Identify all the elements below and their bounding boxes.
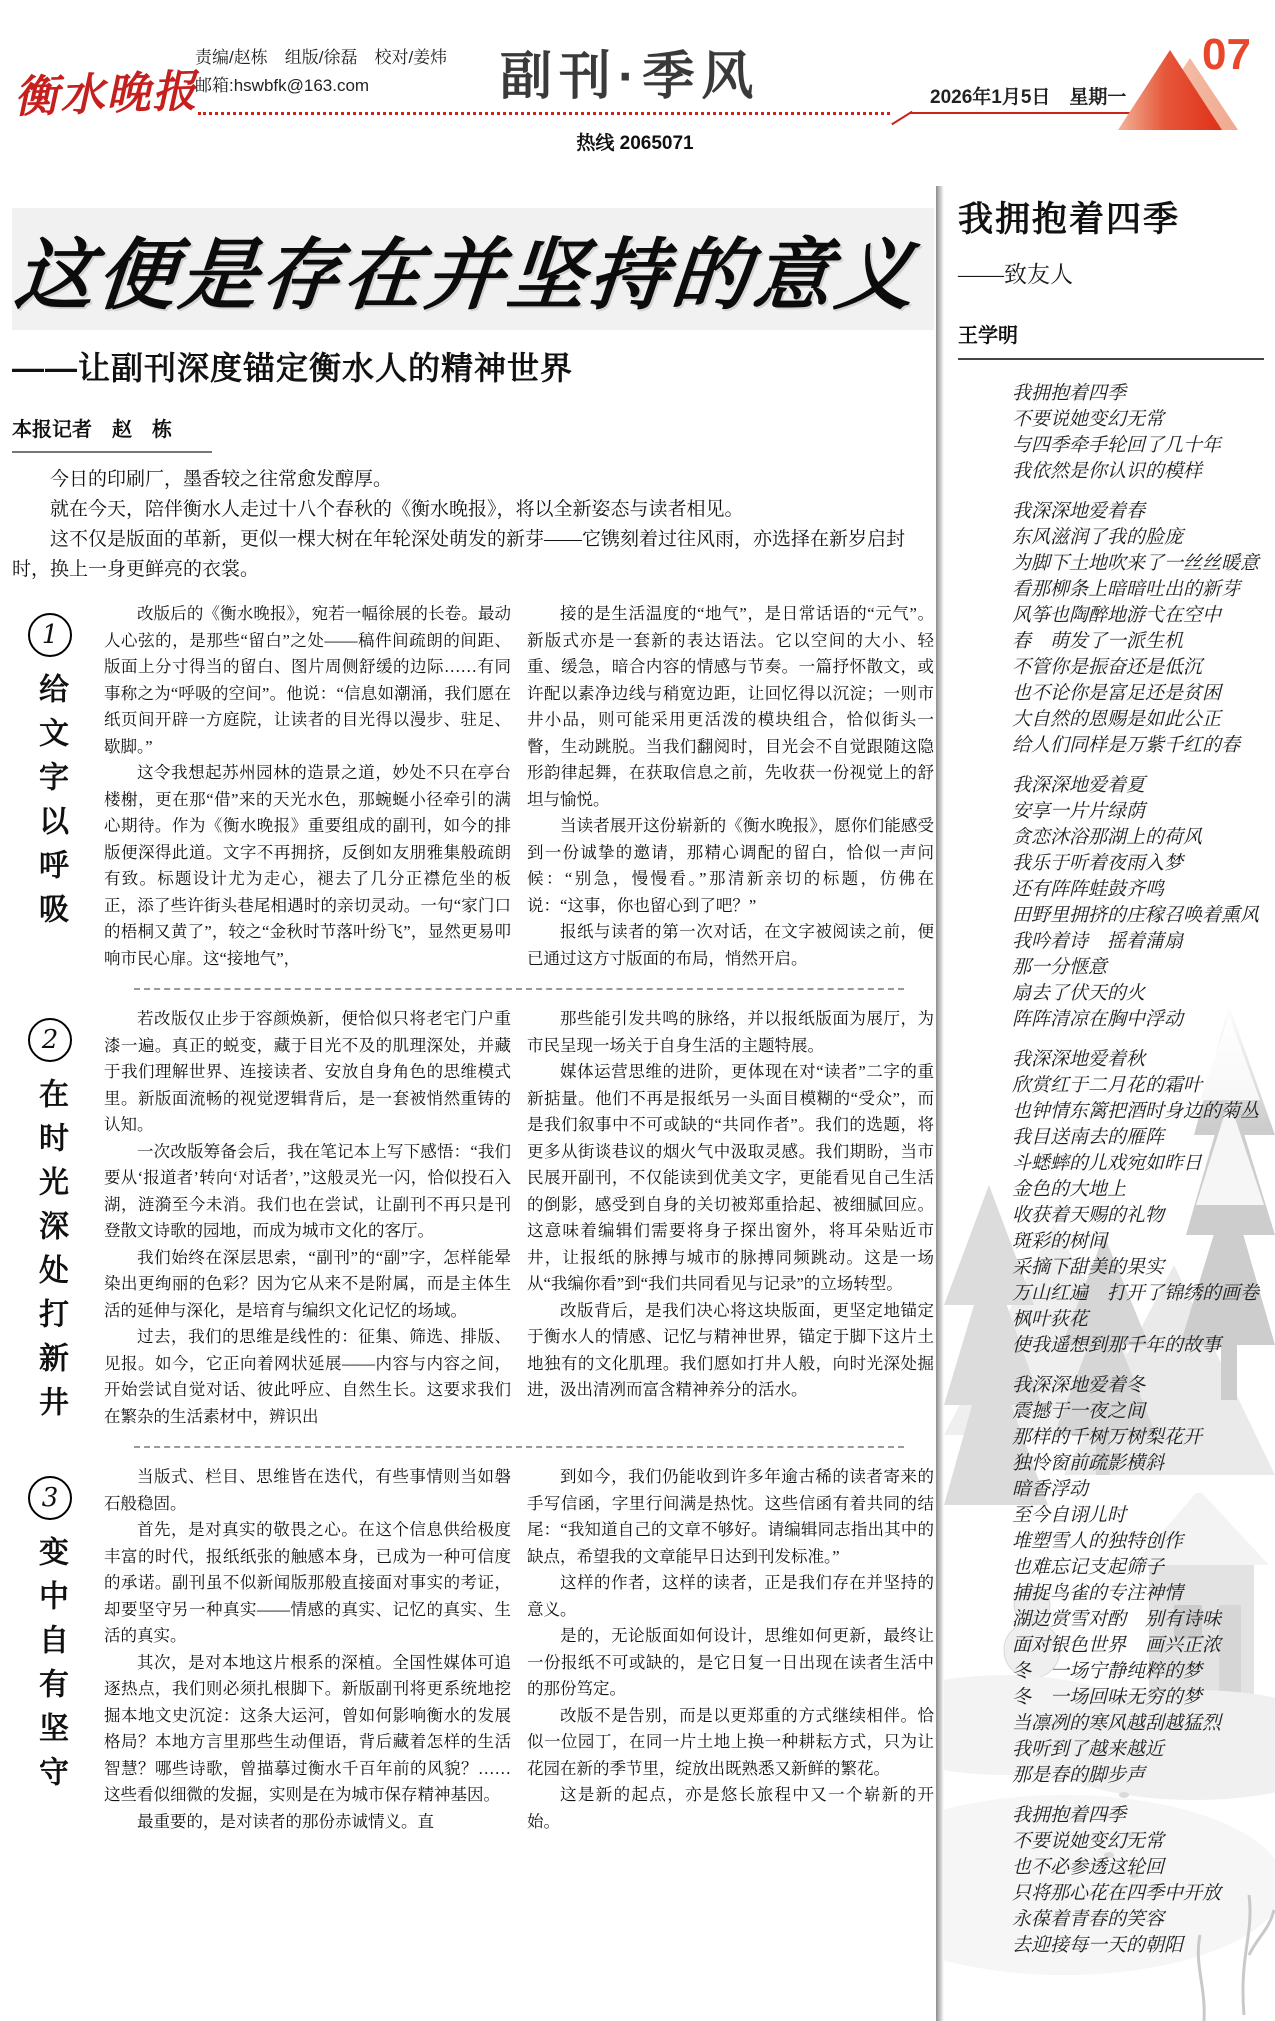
intro-paragraph: 今日的印刷厂，墨香较之往常愈发醇厚。 <box>50 469 393 490</box>
body-paragraph: 报纸与读者的第一次对话，在文字被阅读之前，便已通过这方寸版面的布局，悄然开启。 <box>527 922 934 968</box>
poem-line: 与四季牵手轮回了几十年 <box>1012 434 1222 456</box>
poem-line: 捕捉鸟雀的专注神情 <box>1012 1582 1184 1604</box>
poem-stanza-1 <box>1012 380 1264 484</box>
poem-stanza-3 <box>1012 772 1264 1032</box>
section-divider-2 <box>134 1446 904 1448</box>
poem-line: 欣赏红于二月花的霜叶 <box>1012 1074 1203 1096</box>
section-divider-1 <box>134 988 904 990</box>
poem-subtitle: ——致友人 <box>958 262 1073 287</box>
poem-line: 收获着天赐的礼物 <box>1012 1204 1165 1226</box>
poem-line: 春 萌发了一派生机 <box>1012 630 1184 652</box>
poem-line: 也不必参透这轮回 <box>1012 1856 1165 1878</box>
body-paragraph: 改版不是告别，而是以更郑重的方式继续相伴。恰似一位园丁，在同一片土地上换一种耕耘方式，只为让花园在新的季节里，绽放出既熟悉又新鲜的繁花。 <box>527 1705 934 1778</box>
poem-line: 湖边赏雪对酌 别有诗味 <box>1012 1608 1222 1630</box>
section-2-column-1 <box>104 1006 511 1430</box>
poem-line: 风筝也陶醉地游弋在空中 <box>1012 604 1222 626</box>
body-paragraph: 若改版仅止步于容颜焕新，便恰似只将老宅门户重漆一遍。真正的蜕变，藏于目光不及的肌理深处，并藏于我们理解世界、连接读者、安放自身角色的思维模式里。新版面流畅的视觉逻辑背后，是一套被悄然重铸的认知。 <box>104 1009 511 1134</box>
poem-line: 斗蟋蟀的儿戏宛如昨日 <box>1012 1152 1203 1174</box>
poem-line: 永葆着青春的笑容 <box>1012 1908 1165 1930</box>
body-paragraph: 一次改版筹备会后，我在笔记本上写下感悟：“我们要从‘报道者’转向‘对话者’，”这般灵光一闪，恰似投石入湖，涟漪至今未消。我们也在尝试，让副刊不再只是刊登散文诗歌的园地，而成为城市文化的客厅。 <box>104 1141 511 1240</box>
poem-line: 田野里拥挤的庄稼召唤着熏风 <box>1012 904 1260 926</box>
body-paragraph: 改版后的《衡水晚报》，宛若一幅徐展的长卷。最动人心弦的，是那些“留白”之处——稿件间疏朗的间距、版面上分寸得当的留白、图片周侧舒缓的边际……有同事称之为“呼吸的空间”。他说：“信息如潮涌，我们愿在纸页间开辟一方庭院，让读者的目光得以漫步、驻足、歇脚。” <box>104 604 511 756</box>
hotline: 热线 2065071 <box>576 133 694 154</box>
column-divider-bar <box>936 186 944 2021</box>
poem-line: 万山红遍 打开了锦绣的画卷 <box>1012 1282 1260 1304</box>
section-3-column-1 <box>104 1464 511 1835</box>
poem-stanza-6 <box>1012 1802 1264 1958</box>
body-paragraph: 这令我想起苏州园林的造景之道，妙处不只在亭台楼榭，更在那“借”来的天光水色，那蜿蜒小径牵引的满心期待。作为《衡水晚报》重要组成的副刊，如今的排版便深得此道。文字不再拥挤，反倒如友朋雅集般疏朗有致。标题设计尤为走心，褪去了几分正襟危坐的板正，添了些许街头巷尾相遇时的亲切灵动。一句“家门口的梧桐又黄了”，较之“金秋时节落叶纷飞”，显然更易叩响市民心扉。这“接地气”， <box>104 763 511 968</box>
section-1-column-2 <box>527 601 934 972</box>
body-paragraph: 改版背后，是我们决心将这块版面，更坚定地锚定于衡水人的情感、记忆与精神世界，锚定于脚下这片土地独有的文化肌理。我们愿如打井人般，向时光深处掘进，汲出清冽而富含精神养分的活水。 <box>527 1300 934 1399</box>
poem-line: 我拥抱着四季 <box>1012 382 1127 404</box>
poem-line: 我依然是你认识的模样 <box>1012 460 1203 482</box>
body-paragraph: 到如今，我们仍能收到许多年逾古稀的读者寄来的手写信函，字里行间满是热忱。这些信函有着共同的结尾：“我知道自己的文章不够好。请编辑同志指出其中的缺点，希望我的文章能早日达到刊发标准。” <box>527 1467 934 1566</box>
poem-author: 王学明 <box>958 319 1264 360</box>
section-1-column-1 <box>104 601 511 972</box>
poem-line: 不要说她变幻无常 <box>1012 408 1165 430</box>
poem-line: 那一分惬意 <box>1012 956 1108 978</box>
poem-line: 看那柳条上暗暗吐出的新芽 <box>1012 578 1241 600</box>
body-paragraph: 最重要的，是对读者的那份赤诚情义。直 <box>137 1811 434 1831</box>
poem-line: 我深深地爱着夏 <box>1012 774 1146 796</box>
poem-line: 还有阵阵蛙鼓齐鸣 <box>1012 878 1165 900</box>
poem-line: 暗香浮动 <box>1012 1478 1089 1500</box>
poem-line: 至今自诩儿时 <box>1012 1504 1127 1526</box>
section-3-number: 3 <box>28 1476 72 1520</box>
poem-line: 震撼于一夜之间 <box>1012 1400 1146 1422</box>
poem-line: 也难忘记支起筛子 <box>1012 1556 1165 1578</box>
poem-line: 也不论你是富足还是贫困 <box>1012 682 1222 704</box>
intro-paragraph: 就在今天，陪伴衡水人走过十八个春秋的《衡水晚报》，将以全新姿态与读者相见。 <box>50 499 744 520</box>
email-line: 邮箱:hswbfk@163.com <box>195 76 370 95</box>
poem-line: 枫叶荻花 <box>1012 1308 1089 1330</box>
poem-stanza-2 <box>1012 498 1264 758</box>
poem-line: 面对银色世界 画兴正浓 <box>1012 1634 1222 1656</box>
section-1-rail <box>12 601 88 972</box>
poem-line: 我拥抱着四季 <box>1012 1804 1127 1826</box>
section-2-number: 2 <box>28 1018 72 1062</box>
poem-line: 堆塑雪人的独特创作 <box>1012 1530 1184 1552</box>
poem-line: 不管你是振奋还是低沉 <box>1012 656 1203 678</box>
section-2 <box>12 1006 934 1430</box>
poem-line: 我深深地爱着秋 <box>1012 1048 1146 1070</box>
page-section-title: 副刊·季风 <box>500 48 761 106</box>
poem-line: 冬 一场宁静纯粹的梦 <box>1012 1660 1203 1682</box>
poem-line: 我吟着诗 摇着蒲扇 <box>1012 930 1184 952</box>
body-paragraph: 这样的作者，这样的读者，正是我们存在并坚持的意义。 <box>527 1573 934 1619</box>
section-3-column-2 <box>527 1464 934 1835</box>
editors-line: 责编/赵栋 组版/徐磊 校对/姜炜 <box>195 48 448 67</box>
date-line: 2026年1月5日 星期一 <box>930 87 1127 108</box>
article-sections <box>12 601 934 1835</box>
poem-line: 给人们同样是万紫千红的春 <box>1012 734 1241 756</box>
article-subtitle: ——让副刊深度锚定衡水人的精神世界 <box>12 350 574 386</box>
section-2-heading: 在时光深处打新井 <box>34 1078 67 1430</box>
poem-line: 大自然的恩赐是如此公正 <box>1012 708 1222 730</box>
poem-line: 我深深地爱着冬 <box>1012 1374 1146 1396</box>
poem-line: 我听到了越来越近 <box>1012 1738 1165 1760</box>
page-corner <box>1118 30 1253 130</box>
intro-paragraph: 这不仅是版面的革新，更似一棵大树在年轮深处萌发的新芽——它镌刻着过往风雨，亦选择在新岁启封时，换上一身更鲜亮的衣裳。 <box>12 529 906 580</box>
body-paragraph: 接的是生活温度的“地气”，是日常话语的“元气”。新版式亦是一套新的表达语法。它以空间的大小、轻重、缓急，暗合内容的情感与节奏。一篇抒怀散文，或许配以素净边线与稍宽边距，让回忆得以沉淀；一则市井小品，则可能采用更活泼的模块组合，恰似街头一瞥，生动跳脱。当我们翻阅时，目光会不自觉跟随这隐形韵律起舞，在获取信息之前，先收获一份视觉上的舒坦与愉悦。 <box>527 604 934 809</box>
sidebar-poem-article <box>958 192 1264 1972</box>
poem-line: 只将那心花在四季中开放 <box>1012 1882 1222 1904</box>
body-paragraph: 首先，是对真实的敬畏之心。在这个信息供给极度丰富的时代，报纸纸张的触感本身，已成为一种可信度的承诺。副刊虽不似新闻版那般直接面对事实的考证，却要坚守另一种真实——情感的真实、记忆的真实、生活的真实。 <box>104 1520 511 1645</box>
poem-stanza-5 <box>1012 1372 1264 1788</box>
poem-line: 扇去了伏天的火 <box>1012 982 1146 1004</box>
poem-line: 也钟情东篱把酒时身边的菊丛 <box>1012 1100 1260 1122</box>
body-paragraph: 当读者展开这份崭新的《衡水晚报》，愿你们能感受到一份诚挚的邀请，那精心调配的留白，恰似一声问候：“别急，慢慢看。”那清新亲切的标题，仿佛在说：“这事，你也留心到了吧？” <box>527 816 934 915</box>
poem-line: 冬 一场回味无穷的梦 <box>1012 1686 1203 1708</box>
body-paragraph: 这是新的起点，亦是悠长旅程中又一个崭新的开始。 <box>527 1785 934 1831</box>
poem-line: 采摘下甜美的果实 <box>1012 1256 1165 1278</box>
poem-line: 阵阵清凉在胸中浮动 <box>1012 1008 1184 1030</box>
body-paragraph: 过去，我们的思维是线性的：征集、筛选、排版、见报。如今，它正向着网状延展——内容与内容之间，开始尝试自觉对话、彼此呼应、自然生长。这要求我们在繁杂的生活素材中，辨识出 <box>104 1327 511 1426</box>
page-number: 07 <box>1202 30 1251 79</box>
section-1 <box>12 601 934 972</box>
poem-line: 我乐于听着夜雨入梦 <box>1012 852 1184 874</box>
article-byline: 本报记者 赵 栋 <box>12 419 172 441</box>
poem-line: 那是春的脚步声 <box>1012 1764 1146 1786</box>
poem-line: 使我遥想到那千年的故事 <box>1012 1334 1222 1356</box>
body-paragraph: 那些能引发共鸣的脉络，并以报纸版面为展厅，为市民呈现一场关于自身生活的主题特展。 <box>527 1009 934 1055</box>
editors-block <box>195 44 447 100</box>
poem-line: 贪恋沐浴那湖上的荷风 <box>1012 826 1203 848</box>
body-paragraph: 当版式、栏目、思维皆在迭代，有些事情则当如磐石般稳固。 <box>104 1467 511 1513</box>
section-2-column-2 <box>527 1006 934 1430</box>
poem-line: 安享一片片绿荫 <box>1012 800 1146 822</box>
poem-line: 当凛冽的寒风越刮越猛烈 <box>1012 1712 1222 1734</box>
section-1-number: 1 <box>28 613 72 657</box>
section-3-rail <box>12 1464 88 1835</box>
poem-stanza-4 <box>1012 1046 1264 1358</box>
poem-title: 我拥抱着四季 <box>958 200 1181 239</box>
main-article <box>12 208 934 1835</box>
poem-line: 那样的千树万树梨花开 <box>1012 1426 1203 1448</box>
poem-line: 去迎接每一天的朝阳 <box>1012 1934 1184 1956</box>
masthead-logo: 衡水晚报 <box>13 65 199 124</box>
poem-body <box>958 380 1264 1958</box>
poem-line: 为脚下土地吹来了一丝丝暖意 <box>1012 552 1260 574</box>
poem-line: 金色的大地上 <box>1012 1178 1127 1200</box>
section-3-heading: 变中自有坚守 <box>34 1536 67 1800</box>
section-1-heading: 给文字以呼吸 <box>34 673 67 937</box>
byline-rule <box>12 451 212 453</box>
body-paragraph: 是的，无论版面如何设计，思维如何更新，最终让一份报纸不可或缺的，是它日复一日出现在读者生活中的那份笃定。 <box>527 1626 934 1698</box>
red-dotted-rule <box>198 112 890 115</box>
poem-line: 独怜窗前疏影横斜 <box>1012 1452 1165 1474</box>
body-paragraph: 我们始终在深层思索，“副刊”的“副”字，怎样能晕染出更绚丽的色彩？因为它从来不是附属，而是主体生活的延伸与深化，是培育与编织文化记忆的场域。 <box>104 1247 511 1320</box>
article-title-box <box>12 208 934 330</box>
section-2-rail <box>12 1006 88 1430</box>
section-3 <box>12 1464 934 1835</box>
poem-line: 不要说她变幻无常 <box>1012 1830 1165 1852</box>
article-title: 这便是存在并坚持的意义 <box>11 230 922 321</box>
poem-line: 我深深地爱着春 <box>1012 500 1146 522</box>
poem-line: 我目送南去的雁阵 <box>1012 1126 1165 1148</box>
poem-line: 东风滋润了我的脸庞 <box>1012 526 1184 548</box>
poem-line: 斑彩的树间 <box>1012 1230 1108 1252</box>
body-paragraph: 其次，是对本地这片根系的深植。全国性媒体可追逐热点，我们则必须扎根脚下。新版副刊将更系统地挖掘本地文史沉淀：这条大运河，曾如何影响衡水的发展格局？本地方言里那些生动俚语，背后藏着怎样的生活智慧？哪些诗歌，曾描摹过衡水千百年前的风貌？……这些看似细微的发掘，实则是在为城市保存精神基因。 <box>104 1652 511 1804</box>
article-intro <box>12 465 934 585</box>
body-paragraph: 媒体运营思维的进阶，更体现在对“读者”二字的重新掂量。他们不再是报纸另一头面目模糊的“受众”，而是我们叙事中不可或缺的“共同作者”。我们的选题，将更多从街谈巷议的烟火气中汲取灵感。我们期盼，当市民展开副刊，不仅能读到优美文字，更能看见自己生活的倒影，感受到自身的关切被郑重拾起、被细腻回应。这意味着编辑们需要将身子探出窗外，将耳朵贴近市井，让报纸的脉搏与城市的脉搏同频跳动。这是一场从“我编你看”到“我们共同看见与记录”的立场转型。 <box>527 1062 934 1293</box>
